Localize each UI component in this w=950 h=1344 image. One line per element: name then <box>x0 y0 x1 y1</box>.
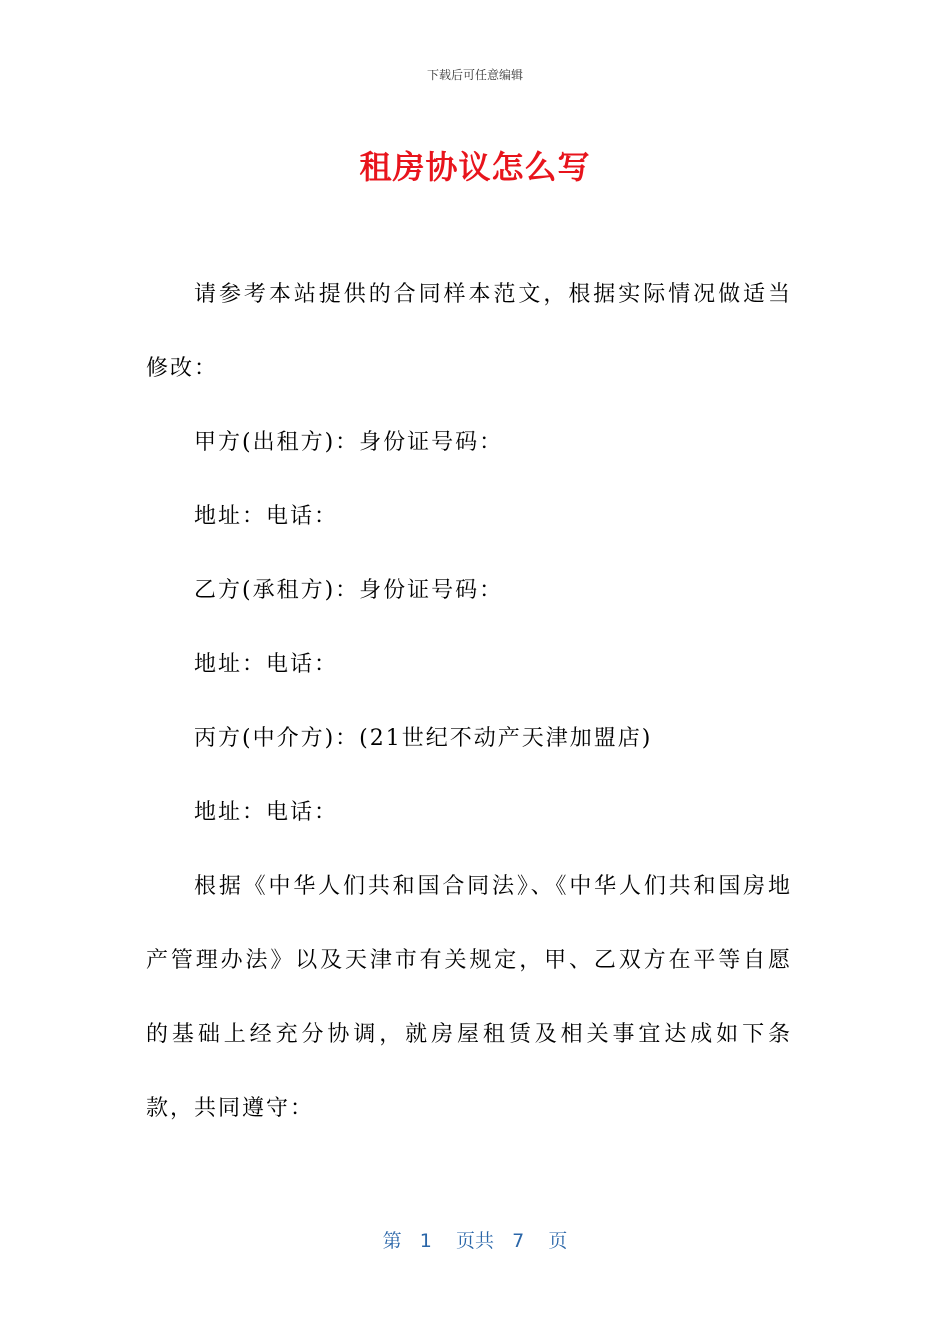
footer-total-pages: 7 <box>512 1230 525 1252</box>
paragraph-legal-basis: 根据《中华人们共和国合同法》、《中华人们共和国房地产管理办法》以及天津市有关规定，甲、乙双方在平等自愿的基础上经充分协调，就房屋租赁及相关事宜达成如下条款，共同遵守： <box>146 874 792 1121</box>
document-title: 租房协议怎么写 <box>359 148 591 186</box>
paragraph-party-b: 乙方(承租方)：身份证号码： <box>194 578 504 603</box>
paragraph-party-a-address: 地址：电话： <box>194 504 339 529</box>
header-note: 下载后可任意编辑 <box>426 68 523 82</box>
page-footer <box>0 1226 950 1253</box>
paragraph-party-b-address: 地址：电话： <box>194 652 339 677</box>
paragraph-intro: 请参考本站提供的合同样本范文，根据实际情况做适当修改： <box>146 282 792 381</box>
footer-suffix: 页 <box>548 1230 568 1252</box>
footer-middle: 页共 <box>455 1230 494 1252</box>
document-body <box>146 258 792 1146</box>
footer-page-number: 1 <box>419 1230 432 1252</box>
paragraph-party-c-address: 地址：电话： <box>194 800 339 825</box>
footer-prefix: 第 <box>382 1230 402 1252</box>
paragraph-party-c: 丙方(中介方)：(21世纪不动产天津加盟店) <box>194 726 653 751</box>
paragraph-party-a: 甲方(出租方)：身份证号码： <box>194 430 504 455</box>
